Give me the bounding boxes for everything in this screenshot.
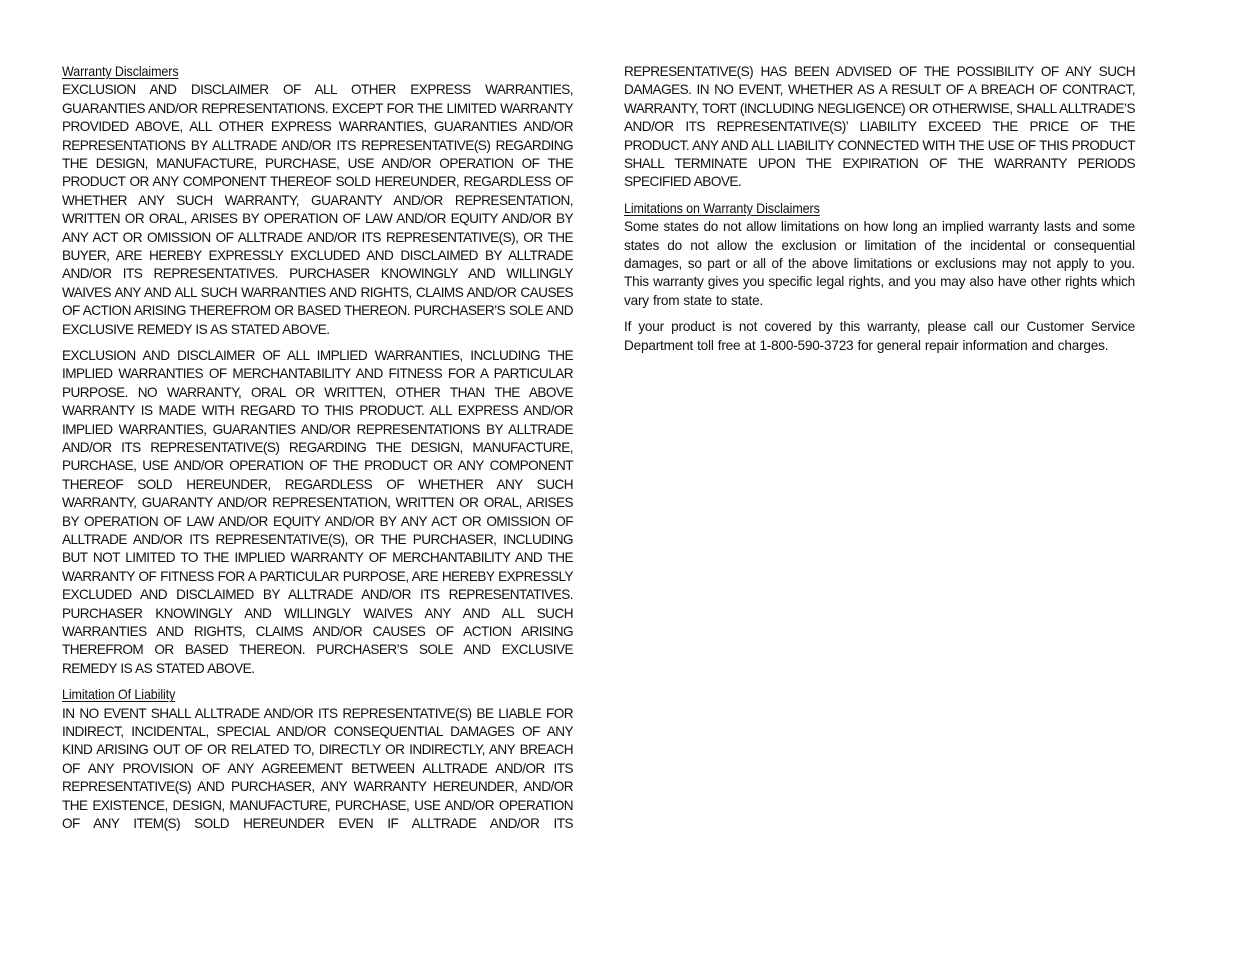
right-column [624,63,1135,355]
left-column [62,63,573,833]
limitation-of-liability-heading: Limitation Of Liability [62,687,176,703]
implied-warranties-disclaimer-paragraph: EXCLUSION AND DISCLAIMER OF ALL IMPLIED WARRANTIES, INCLUDING THE IMPLIED WARRANTIES OF MERCHANTABILITY AND FITNESS FOR A PARTICULAR PURPOSE. NO WARRANTY, ORAL OR WRITTEN, OTHER THAN THE ABOVE WARRANTY IS MADE WITH REGARD TO THIS PRODUCT. ALL EXPRESS AND/OR IMPLIED WARRANTIES, GUARANTIES AND/OR REPRESENTATIONS BY ALLTRADE AND/OR ITS REPRESENTATIVE(S) REGARDING THE DESIGN, MANUFACTURE, PURCHASE, USE AND/OR OPERATION OF THE PRODUCT OR ANY COMPONENT THEREOF SOLD HEREUNDER, REGARDLESS OF WHETHER ANY SUCH WARRANTY, GUARANTY AND/OR REPRESENTATION, WRITTEN OR ORAL, ARISES BY OPERATION OF LAW AND/OR EQUITY AND/OR BY ANY ACT OR OMISSION OF ALLTRADE AND/OR ITS REPRESENTATIVE(S), OR THE PURCHASER, INCLUDING BUT NOT LIMITED TO THE IMPLIED WARRANTY OF MERCHANTABILITY AND THE WARRANTY OF FITNESS FOR A PARTICULAR PURPOSE, ARE HEREBY EXPRESSLY EXCLUDED AND DISCLAIMED BY ALLTRADE AND/OR ITS REPRESENTATIVES. PURCHASER KNOWINGLY AND WILLINGLY WAIVES ANY AND ALL SUCH WARRANTIES AND RIGHTS, CLAIMS AND/OR CAUSES OF ACTION ARISING THEREFROM OR BASED THEREON. PURCHASER’S SOLE AND EXCLUSIVE REMEDY IS AS STATED ABOVE. [62,347,573,676]
customer-service-paragraph: If your product is not covered by this warranty, please call our Customer Service Department toll free at 1-800-590-3723 for general repair information and charges. [624,319,1135,353]
state-rights-paragraph: Some states do not allow limitations on how long an implied warranty lasts and some states do not allow the exclusion or limitation of the incidental or consequential damages, so part or all of the above limitations or exclusions may not apply to you. This warranty gives you specific legal rights, and you may also have other rights which vary from state to state. [624,219,1135,308]
limitation-of-liability-continued-paragraph: REPRESENTATIVE(S) HAS BEEN ADVISED OF THE POSSIBILITY OF ANY SUCH DAMAGES. IN NO EVENT, WHETHER AS A RESULT OF A BREACH OF CONTRACT, WARRANTY, TORT (INCLUDING NEGLIGENCE) OR OTHERWISE, SHALL ALLTRADE’S AND/OR ITS REPRESENTATIVE(S)’ LIABILITY EXCEED THE PRICE OF THE PRODUCT. ANY AND ALL LIABILITY CONNECTED WITH THE USE OF THIS PRODUCT SHALL TERMINATE UPON THE EXPIRATION OF THE WARRANTY PERIODS SPECIFIED ABOVE. [624,64,1135,190]
limitation-of-liability-paragraph: IN NO EVENT SHALL ALLTRADE AND/OR ITS REPRESENTATIVE(S) BE LIABLE FOR INDIRECT, INCIDENTAL, SPECIAL AND/OR CONSEQUENTIAL DAMAGES OF ANY KIND ARISING OUT OF OR RELATED TO, DIRECTLY OR INDIRECTLY, ANY BREACH OF ANY PROVISION OF ANY AGREEMENT BETWEEN ALLTRADE AND/OR ITS REPRESENTATIVE(S) AND PURCHASER, ANY WARRANTY HEREUNDER, AND/OR THE EXISTENCE, DESIGN, MANUFACTURE, PURCHASE, USE AND/OR OPERATION OF ANY ITEM(S) SOLD HEREUNDER EVEN IF ALLTRADE AND/OR ITS [62,705,573,832]
express-warranties-disclaimer-paragraph: EXCLUSION AND DISCLAIMER OF ALL OTHER EXPRESS WARRANTIES, GUARANTIES AND/OR REPRESENTATIONS. EXCEPT FOR THE LIMITED WARRANTY PROVIDED ABOVE, ALL OTHER EXPRESS WARRANTIES, GUARANTIES AND/OR REPRESENTATIONS BY ALLTRADE AND/OR ITS REPRESENTATIVE(S) REGARDING THE DESIGN, MANUFACTURE, PURCHASE, USE AND/OR OPERATION OF THE PRODUCT OR ANY COMPONENT THEREOF SOLD HEREUNDER, REGARDLESS OF WHETHER ANY SUCH WARRANTY, GUARANTY AND/OR REPRESENTATION, WRITTEN OR ORAL, ARISES BY OPERATION OF LAW AND/OR EQUITY AND/OR BY ANY ACT OR OMISSION OF ALLTRADE AND/OR ITS REPRESENTATIVE(S), OR THE BUYER, ARE HEREBY EXPRESSLY EXCLUDED AND DISCLAIMED BY ALLTRADE AND/OR ITS REPRESENTATIVES. PURCHASER KNOWINGLY AND WILLINGLY WAIVES ANY AND ALL SUCH WARRANTIES AND RIGHTS, CLAIMS AND/OR CAUSES OF ACTION ARISING THEREFROM OR BASED THEREON. PURCHASER’S SOLE AND EXCLUSIVE REMEDY IS AS STATED ABOVE. [62,82,573,337]
warranty-disclaimers-heading: Warranty Disclaimers [62,64,179,79]
limitations-on-warranty-disclaimers-heading: Limitations on Warranty Disclaimers [624,200,820,216]
